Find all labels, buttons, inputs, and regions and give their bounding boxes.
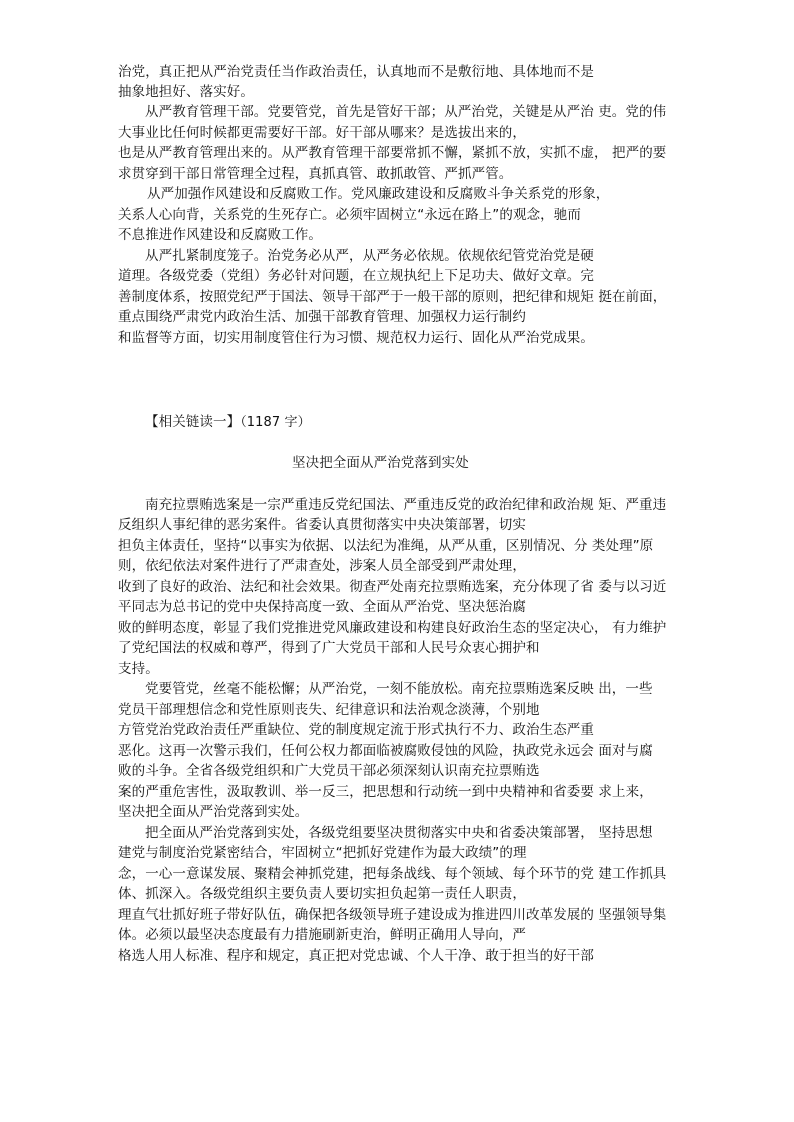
paragraph-first-line: 南充拉票贿选案是一宗严重违反党纪国法、严重违反党的政治纪律和政治规 矩、严重违 [145, 497, 667, 513]
text-line: 建党与制度治党紧密结合，牢固树立“把抓好党建作为最大政绩”的理 [118, 845, 527, 861]
text-line: 则，依纪依法对案件进行了严肃查处，涉案人员全部受到严肃处理， [118, 558, 526, 574]
article-title: 坚决把全面从严治党落到实处 [292, 455, 469, 471]
text-line: 善制度体系，按照党纪严于国法、领导干部严于一般干部的原则，把纪律和规矩 挺在前面， [118, 289, 667, 305]
related-reading-label: 【相关链读一】 [145, 414, 241, 430]
text-line: 支持。 [118, 661, 159, 677]
text-line: 败的斗争。全省各级党组织和广大党员干部必须深刻认识南充拉票贿选 [118, 763, 540, 779]
text-line: 求贯穿到干部日常管理全过程，真抓真管、敢抓敢管、严抓严管。 [118, 166, 513, 182]
text-line: 方管党治党政治责任严重缺位、党的制度规定流于形式执行不力、政治生态严重 [118, 722, 594, 738]
text-line: 不息推进作风建设和反腐败工作。 [118, 227, 322, 243]
paragraph-first-line: 党要管党，丝毫不能松懈；从严治党，一刻不能放松。南充拉票贿选案反映 出，一些 [145, 681, 653, 697]
text-line: 体。必须以最坚决态度最有力措施刷新吏治，鲜明正确用人导向，严 [118, 927, 526, 943]
paragraph-first-line: 把全面从严治党落到实处，各级党组要坚决贯彻落实中央和省委决策部署， 坚持思想 [145, 825, 653, 841]
text-line: 大事业比任何时候都更需要好干部。好干部从哪来？是选拔出来的， [118, 125, 526, 141]
text-line: 和监督等方面，切实用制度管住行为习惯、规范权力运行、固化从严治党成果。 [118, 330, 594, 346]
text-line: 担负主体责任，坚持“以事实为依据、以法纪为准绳，从严从重，区别情况、分 类处理”原 [118, 538, 654, 554]
text-line: 关系人心向背，关系党的生死存亡。必须牢固树立“永远在路上”的观念，驰而 [118, 207, 581, 223]
text-line: 格选人用人标准、程序和规定，真正把对党忠诚、个人干净、敢于担当的好干部 [118, 948, 594, 964]
text-line: 平同志为总书记的党中央保持高度一致、全面从严治党、坚决惩治腐 [118, 599, 526, 615]
text-line: 败的鲜明态度，彰显了我们党推进党风廉政建设和构建良好政治生态的坚定决心， 有力维护 [118, 620, 667, 636]
text-line: 治党，真正把从严治党责任当作政治责任，认真地而不是敷衍地、具体地而不是 [118, 64, 594, 80]
paragraph-heading: 从严扎紧制度笼子。治党务必从严，从严务必依规。依规依纪管党治党是硬 [145, 248, 594, 264]
text-line: 抽象地担好、落实好。 [118, 84, 254, 100]
paragraph-heading: 从严教育管理干部。党要管党，首先是管好干部；从严治党，关键是从严治 吏。党的伟 [145, 104, 667, 120]
paragraph-heading: 从严加强作风建设和反腐败工作。党风廉政建设和反腐败斗争关系党的形象， [147, 186, 610, 202]
text-line: 了党纪国法的权威和尊严，得到了广大党员干部和人民号众衷心拥护和 [118, 640, 540, 656]
text-line: 收到了良好的政治、法纪和社会效果。彻查严处南充拉票贿选案，充分体现了省 委与以习近 [118, 579, 667, 595]
text-line: 坚决把全面从严治党落到实处。 [118, 804, 309, 820]
text-line: 念，一心一意谋发展、聚精会神抓党建，把每条战线、每个领域、每个环节的党 建工作抓具 [118, 866, 667, 882]
text-line: 体、抓深入。各级党组织主要负责人要切实担负起第一责任人职责， [118, 886, 526, 902]
text-line: 案的严重危害性，汲取教训、举一反三，把思想和行动统一到中央精神和省委要 求上来， [118, 784, 653, 800]
text-line: 重点围绕严肃党内政治生活、加强干部教育管理、加强权力运行制约 [118, 309, 526, 325]
text-line: 道理。各级党委（党组）务必针对问题，在立规执纪上下足功夫、做好文章。完 [118, 268, 594, 284]
text-line: 党员干部理想信念和党性原则丧失、纪律意识和法治观念淡薄，个别地 [118, 702, 540, 718]
text-line: 也是从严教育管理出来的。从严教育管理干部要常抓不懈，紧抓不放，实抓不虚， 把严的要 [118, 145, 667, 161]
text-line: 反组织人事纪律的恶劣案件。省委认真贯彻落实中央决策部署，切实 [118, 517, 526, 533]
text-line: 理直气壮抓好班子带好队伍，确保把各级领导班子建设成为推进四川改革发展的 坚强领导集 [118, 907, 667, 923]
related-reading-header [145, 412, 311, 433]
text-line: 恶化。这再一次警示我们，任何公权力都面临被腐败侵蚀的风险，执政党永远会 面对与腐 [118, 743, 653, 759]
word-count: （1187 字） [240, 415, 311, 430]
